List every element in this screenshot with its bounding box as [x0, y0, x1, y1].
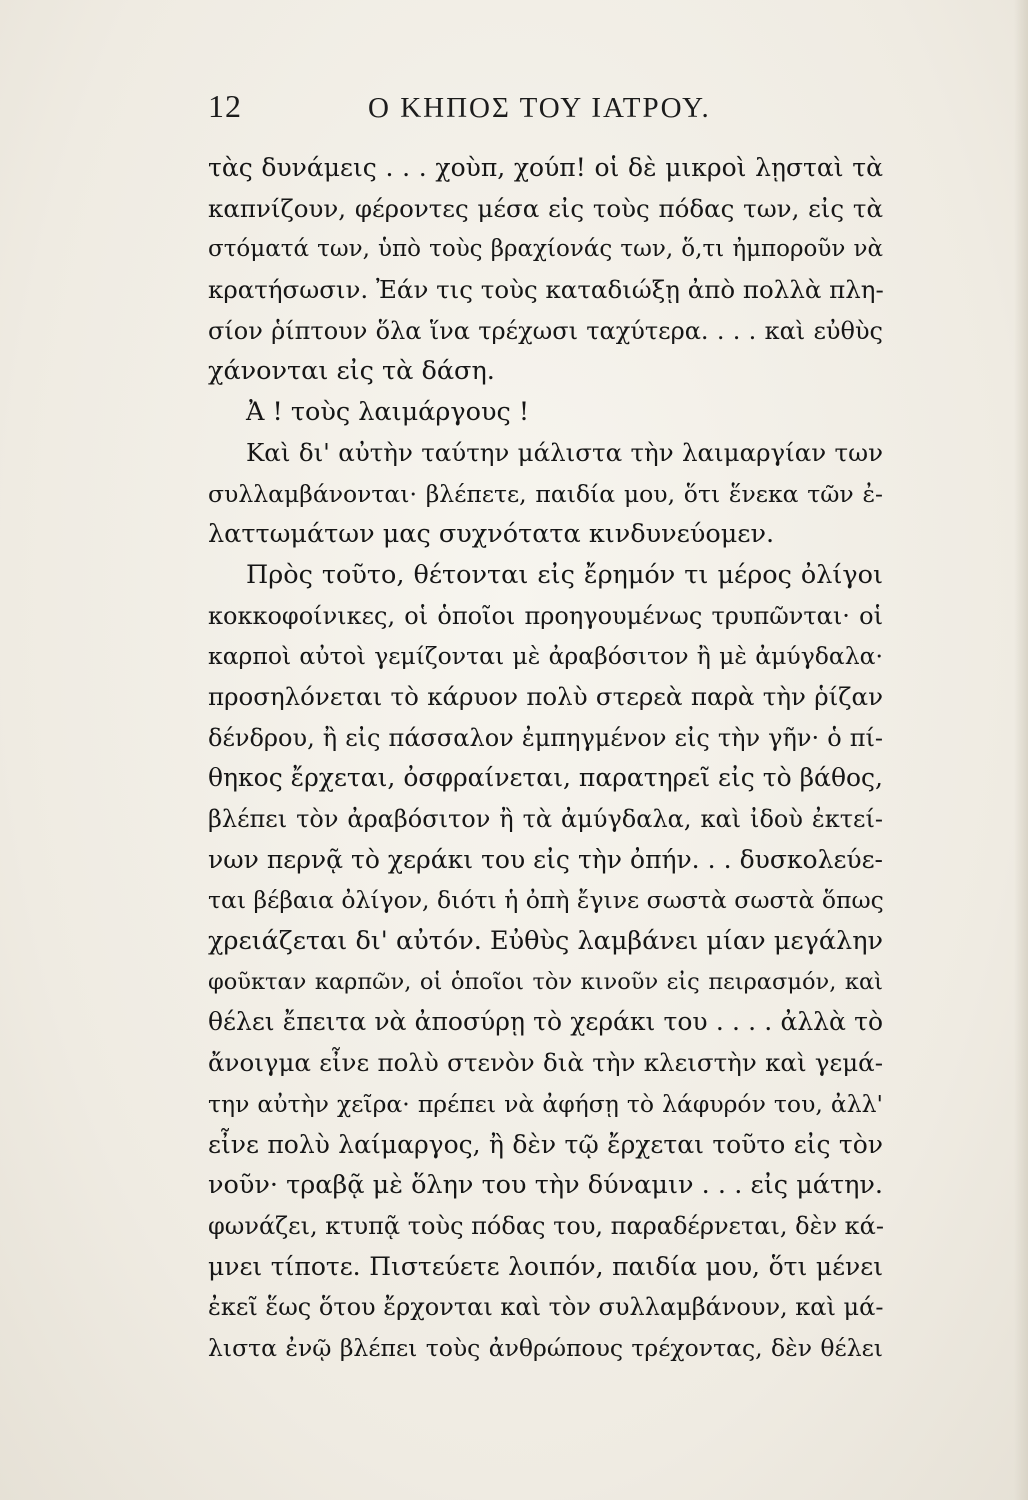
- text-line: λαττωμάτων μας συχνότατα κινδυνεύομεν.: [208, 519, 775, 550]
- text-line: τὰς δυνάμεις . . . χοὺπ, χούπ! οἱ δὲ μικροὶ λῃσταὶ τὰ: [208, 153, 883, 182]
- text-line: λιστα ἐνῷ βλέπει τοὺς ἀνθρώπους τρέχοντας, δὲν θέλει: [208, 1333, 883, 1362]
- text-line: Ἀ ! τοὺς λαιμάργους !: [246, 397, 530, 428]
- body-text: [208, 148, 883, 1369]
- text-line: ἐκεῖ ἕως ὅτου ἔρχονται καὶ τὸν συλλαμβάνουν, καὶ μά-: [208, 1293, 884, 1322]
- page-header: [208, 86, 808, 136]
- text-line: φωνάζει, κτυπᾷ τοὺς πόδας του, παραδέρνεται, δὲν κά-: [208, 1211, 884, 1240]
- page-number: 12: [208, 88, 242, 124]
- text-line: χρειάζεται δι' αὐτόν. Εὐθὺς λαμβάνει μίαν μεγάλην: [208, 926, 883, 957]
- text-line: Καὶ δι' αὐτὴν ταύτην μάλιστα τὴν λαιμαργίαν των: [246, 437, 883, 467]
- text-line: σίον ῥίπτουν ὅλα ἵνα τρέχωσι ταχύτερα. . . . καὶ εὐθὺς: [208, 316, 883, 345]
- text-line: καπνίζουν, φέροντες μέσα εἰς τοὺς πόδας των, εἰς τὰ: [208, 193, 883, 223]
- text-line: νων περνᾷ τὸ χεράκι του εἰς τὴν ὀπήν. . . δυσκολεύε-: [208, 844, 883, 874]
- text-line: κοκκοφοίνικες, οἱ ὁποῖοι προηγουμένως τρυπῶνται· οἱ: [208, 601, 883, 630]
- text-line: βλέπει τὸν ἀραβόσιτον ἢ τὰ ἀμύγδαλα, καὶ ἰδοὺ ἐκτεί-: [208, 805, 883, 833]
- text-line: νοῦν· τραβᾷ μὲ ὅλην του τὴν δύναμιν . . . εἰς μάτην.: [208, 1170, 883, 1201]
- text-line: στόματά των, ὑπὸ τοὺς βραχίονάς των, ὅ,τι ἠμποροῦν νὰ: [208, 236, 883, 263]
- text-line: ἄνοιγμα εἶνε πολὺ στενὸν διὰ τὴν κλειστὴν καὶ γεμά-: [208, 1048, 883, 1078]
- text-line: φοῦκταν καρπῶν, οἱ ὁποῖοι τὸν κινοῦν εἰς πειρασμόν, καὶ: [208, 968, 883, 995]
- text-line: προσηλόνεται τὸ κάρυον πολὺ στερεὰ παρὰ τὴν ῥίζαν: [208, 681, 883, 711]
- text-line: συλλαμβάνονται· βλέπετε, παιδία μου, ὅτι ἕνεκα τῶν ἐ-: [208, 479, 883, 508]
- page-edge-shadow: [1014, 0, 1028, 1500]
- text-line: Πρὸς τοῦτο, θέτονται εἰς ἔρημόν τι μέρος ὀλίγοι: [246, 559, 883, 590]
- running-head: Ο ΚΗΠΟΣ ΤΟΥ ΙΑΤΡΟΥ.: [368, 92, 711, 124]
- text-line: εἶνε πολὺ λαίμαργος, ἢ δὲν τῷ ἔρχεται τοῦτο εἰς τὸν: [208, 1129, 883, 1159]
- text-line: μνει τίποτε. Πιστεύετε λοιπόν, παιδία μου, ὅτι μένει: [208, 1251, 883, 1281]
- text-line: δένδρου, ἢ εἰς πάσσαλον ἐμπηγμένον εἰς τὴν γῆν· ὁ πί-: [208, 723, 883, 752]
- text-line: καρποὶ αὐτοὶ γεμίζονται μὲ ἀραβόσιτον ἢ μὲ ἀμύγδαλα·: [208, 642, 883, 671]
- text-line: χάνονται εἰς τὰ δάση.: [208, 356, 495, 387]
- text-line: θέλει ἔπειτα νὰ ἀποσύρῃ τὸ χεράκι του . . . . ἀλλὰ τὸ: [208, 1007, 883, 1037]
- text-line: ται βέβαια ὀλίγον, διότι ἡ ὀπὴ ἔγινε σωστὰ σωστὰ ὅπως: [208, 886, 884, 915]
- text-line: την αὐτὴν χεῖρα· πρέπει νὰ ἀφήσῃ τὸ λάφυρόν του, ἀλλ': [208, 1089, 883, 1118]
- text-line: θηκος ἔρχεται, ὀσφραίνεται, παρατηρεῖ εἰς τὸ βάθος,: [208, 763, 883, 793]
- text-line: κρατήσωσιν. Ἐάν τις τοὺς καταδιώξῃ ἀπὸ πολλὰ πλη-: [208, 275, 884, 305]
